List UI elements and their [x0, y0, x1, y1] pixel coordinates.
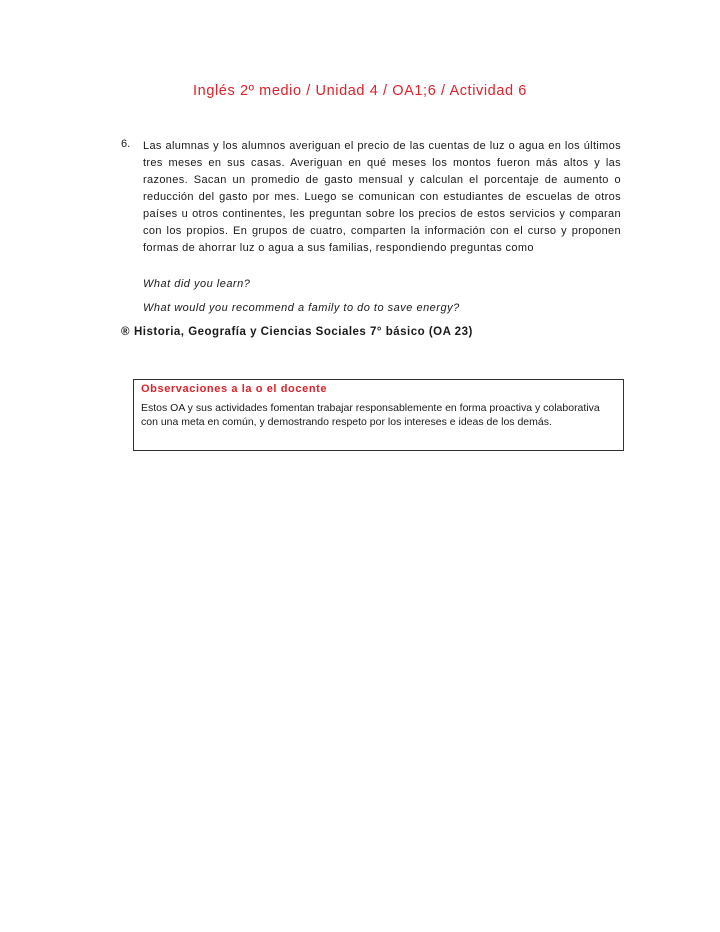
question-2: What would you recommend a family to do to save energy? [143, 302, 460, 314]
cross-reference [121, 326, 473, 338]
observations-box [133, 379, 624, 451]
activity-text: Las alumnas y los alumnos averiguan el precio de las cuentas de luz o agua en los últimos tres meses en sus casas. Averiguan en qué meses los montos fueron más altos y las razones. Sacan un promedio de gasto mensual y calculan el porcentaje de aumento o reducción del gasto por mes. Luego se comunican con estudiantes de escuelas de otros países u otros continentes, les preguntan sobre los precios de estos servicios y comparan con los propios. En grupos de cuatro, comparten la información con el curso y proponen formas de ahorrar luz o agua a sus familias, respondiendo preguntas como [143, 140, 621, 254]
reference-text: Historia, Geografía y Ciencias Sociales 7° básico (OA 23) [133, 326, 473, 338]
activity-number: 6. [121, 138, 131, 150]
observations-title: Observaciones a la o el docente [141, 383, 328, 395]
observations-text: Estos OA y sus actividades fomentan trabajar responsablemente en forma proactiva y colaborativa con una meta en común, y demostrando respeto por los intereses e ideas de los demás. [141, 402, 600, 428]
reference-icon: ® [121, 326, 130, 338]
question-1: What did you learn? [143, 278, 251, 290]
page-title: Inglés 2º medio / Unidad 4 / OA1;6 / Actividad 6 [193, 83, 527, 99]
